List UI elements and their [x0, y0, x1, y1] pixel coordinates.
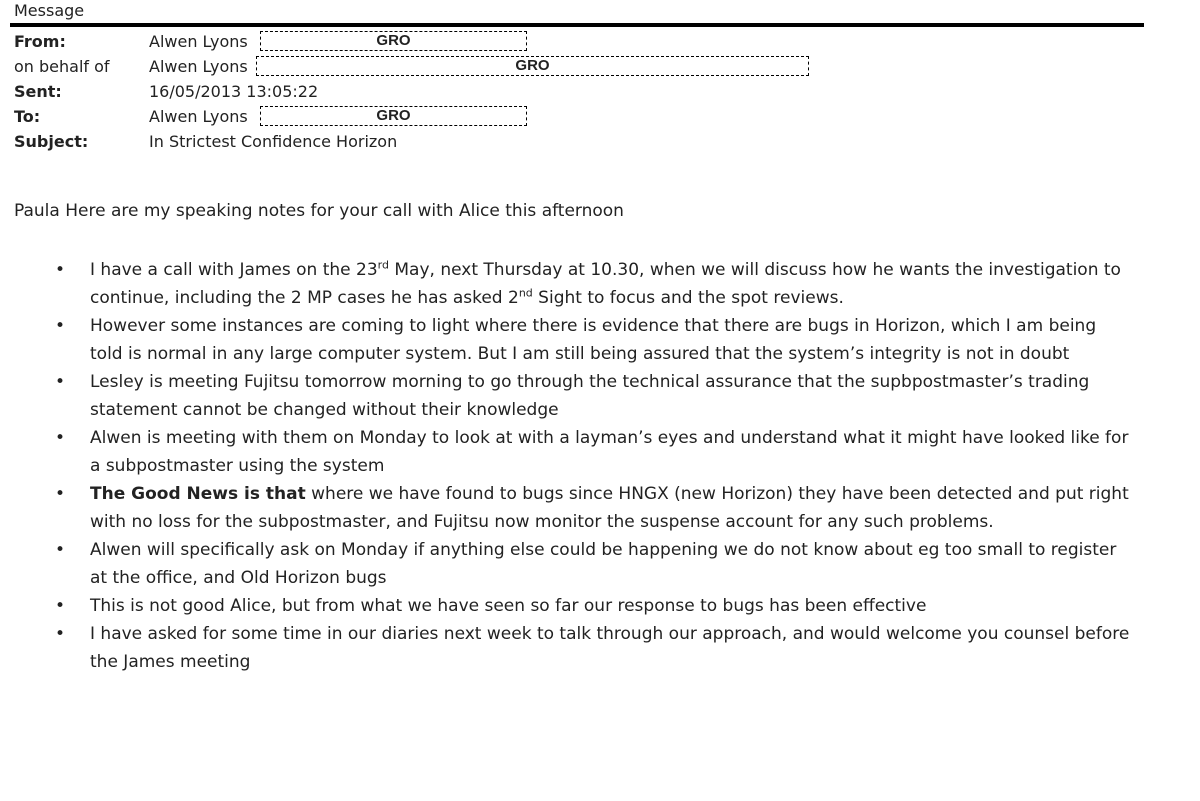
- subject-value: In Strictest Confidence Horizon: [149, 132, 398, 151]
- bullet-icon: •: [55, 260, 66, 280]
- note-emphasis: The Good News is that: [90, 484, 306, 504]
- redaction-box: GRO: [260, 106, 527, 126]
- header-divider: [10, 23, 1144, 27]
- bullet-icon: •: [55, 372, 66, 392]
- to-label: To:: [14, 107, 41, 126]
- note-text: May, next Thursday at 10.30, when we will discuss how he wants the investigation to continue, including the 2 MP cases he has asked 2: [90, 260, 1121, 308]
- list-item: [0, 368, 1130, 424]
- list-item: [0, 620, 1130, 676]
- note-text: This is not good Alice, but from what we have seen so far our response to bugs has been effective: [90, 596, 927, 616]
- greeting: Paula Here are my speaking notes for your call with Alice this afternoon: [14, 201, 624, 221]
- to-value: Alwen Lyons: [149, 107, 248, 126]
- from-label: From:: [14, 32, 66, 51]
- note-text: Sight to focus and the spot reviews.: [532, 288, 844, 308]
- behalf-label: on behalf of: [14, 57, 110, 76]
- note-text: where we have found to bugs since HNGX (new Horizon) they have been detected and put right with no loss for the subpostmaster, and Fujitsu now monitor the suspense account for any such problems.: [90, 484, 1129, 532]
- note-text: Alwen is meeting with them on Monday to look at with a layman’s eyes and understand what it might have looked like for a subpostmaster using the system: [90, 428, 1129, 476]
- redaction-box: GRO: [260, 31, 527, 51]
- list-item: [0, 536, 1130, 592]
- subject-label: Subject:: [14, 132, 89, 151]
- sent-label: Sent:: [14, 82, 62, 101]
- list-item: [0, 424, 1130, 480]
- sent-value: 16/05/2013 13:05:22: [149, 82, 319, 101]
- behalf-value: Alwen Lyons: [149, 57, 248, 76]
- bullet-icon: •: [55, 484, 66, 504]
- note-text: Alwen will specifically ask on Monday if anything else could be happening we do not know about eg too small to register at the office, and Old Horizon bugs: [90, 540, 1117, 588]
- note-text: However some instances are coming to light where there is evidence that there are bugs in Horizon, which I am being told is normal in any large computer system. But I am still being assured that the system’s integrity is not in doubt: [90, 316, 1097, 364]
- ordinal-suffix: rd: [377, 258, 389, 272]
- ordinal-suffix: nd: [518, 286, 533, 300]
- list-item: [0, 256, 1130, 312]
- redaction-box: GRO: [256, 56, 809, 76]
- from-value: Alwen Lyons: [149, 32, 248, 51]
- bullet-icon: •: [55, 540, 66, 560]
- bullet-icon: •: [55, 624, 66, 644]
- note-text: I have a call with James on the 23: [90, 260, 378, 280]
- note-text: I have asked for some time in our diaries next week to talk through our approach, and would welcome you counsel before the James meeting: [90, 624, 1130, 672]
- bullet-icon: •: [55, 428, 66, 448]
- bullet-icon: •: [55, 596, 66, 616]
- bullet-icon: •: [55, 316, 66, 336]
- list-item: [0, 592, 1130, 620]
- notes-list: [0, 256, 1160, 676]
- list-item: [0, 480, 1130, 536]
- message-title: Message: [14, 1, 85, 20]
- list-item: [0, 312, 1130, 368]
- note-text: Lesley is meeting Fujitsu tomorrow morning to go through the technical assurance that the supbpostmaster’s trading statement cannot be changed without their knowledge: [90, 372, 1090, 420]
